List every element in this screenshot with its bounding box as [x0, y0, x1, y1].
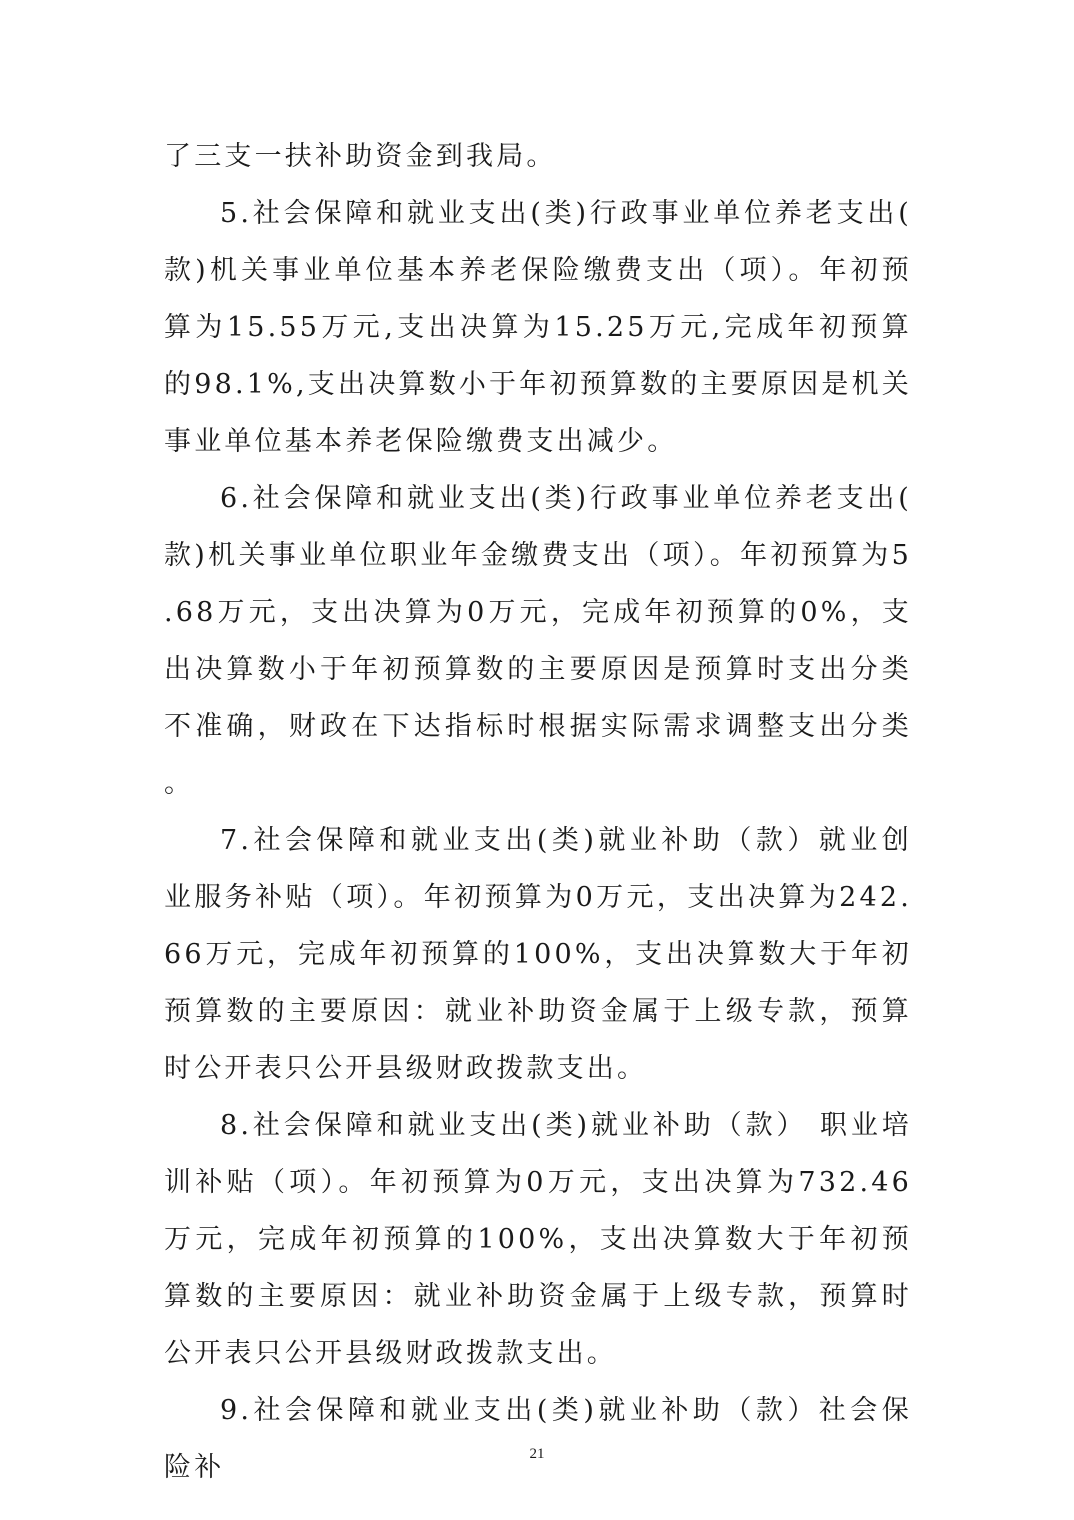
paragraph-continuation: 了三支一扶补助资金到我局。: [164, 141, 557, 172]
paragraph-item-5: 5.社会保障和就业支出(类)行政事业单位养老支出(款)机关事业单位基本养老保险缴费支出（项）。年初预算为15.55万元,支出决算为15.25万元,完成年初预算的98.1%,支出决算数小于年初预算数的主要原因是机关事业单位基本养老保险缴费支出减少。: [164, 198, 912, 457]
paragraph-item-8: 8.社会保障和就业支出(类)就业补助（款） 职业培训补贴（项）。年初预算为0万元，支出决算为732.46万元，完成年初预算的100%，支出决算数大于年初预算数的主要原因：就业补助资金属于上级专款，预算时公开表只公开县级财政拨款支出。: [164, 1110, 912, 1369]
paragraph-item-7: 7.社会保障和就业支出(类)就业补助（款）就业创业服务补贴（项）。年初预算为0万元，支出决算为242.66万元，完成年初预算的100%，支出决算数大于年初预算数的主要原因：就业补助资金属于上级专款，预算时公开表只公开县级财政拨款支出。: [164, 825, 912, 1084]
paragraph-item-9: 9.社会保障和就业支出(类)就业补助（款）社会保险补: [164, 1395, 912, 1483]
body-text: [164, 128, 912, 1496]
page-number: 21: [529, 1446, 545, 1462]
paragraph-item-6: 6.社会保障和就业支出(类)行政事业单位养老支出(款)机关事业单位职业年金缴费支出（项）。年初预算为5.68万元，支出决算为0万元，完成年初预算的0%，支出决算数小于年初预算数的主要原因是预算时支出分类不准确，财政在下达指标时根据实际需求调整支出分类。: [164, 483, 912, 799]
